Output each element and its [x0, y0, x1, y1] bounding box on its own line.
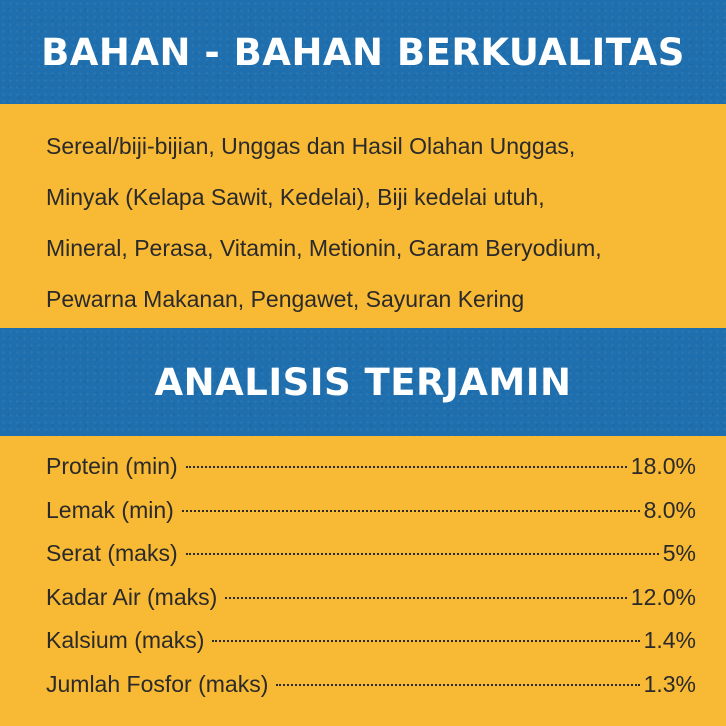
ingredients-list — [46, 128, 706, 332]
dot-leader — [182, 510, 640, 512]
dot-leader — [212, 640, 639, 642]
ingredients-line: Pewarna Makanan, Pengawet, Sayuran Kering — [46, 286, 525, 312]
analysis-value: 1.4% — [643, 627, 696, 653]
analysis-value: 8.0% — [643, 496, 696, 523]
analysis-label: Protein (min) — [46, 453, 178, 479]
analysis-row — [46, 448, 696, 492]
analysis-value: 18.0% — [630, 453, 696, 479]
analysis-value: 5% — [662, 540, 696, 566]
analysis-row — [46, 579, 696, 623]
analysis-label: Serat (maks) — [46, 540, 178, 566]
ingredients-line: Mineral, Perasa, Vitamin, Metionin, Garam Beryodium, — [46, 235, 602, 261]
ingredients-line: Sereal/biji-bijian, Unggas dan Hasil Olahan Unggas, — [46, 133, 576, 159]
analysis-title: ANALISIS TERJAMIN — [154, 361, 572, 404]
ingredients-line: Minyak (Kelapa Sawit, Kedelai), Biji kedelai utuh, — [46, 184, 545, 210]
ingredients-title: BAHAN - BAHAN BERKUALITAS — [41, 31, 685, 74]
analysis-row — [46, 492, 696, 536]
analysis-row — [46, 622, 696, 666]
analysis-value: 1.3% — [643, 670, 696, 697]
analysis-value: 12.0% — [630, 583, 696, 610]
analysis-label: Jumlah Fosfor (maks) — [46, 670, 269, 697]
analysis-row — [46, 535, 696, 579]
analysis-table — [46, 448, 696, 709]
analysis-label: Kalsium (maks) — [46, 627, 205, 653]
dot-leader — [225, 597, 627, 599]
analysis-label: Lemak (min) — [46, 496, 174, 523]
analysis-label: Kadar Air (maks) — [46, 583, 218, 610]
dot-leader — [276, 684, 639, 686]
dot-leader — [186, 553, 659, 555]
dot-leader — [186, 466, 627, 468]
analysis-row — [46, 666, 696, 710]
